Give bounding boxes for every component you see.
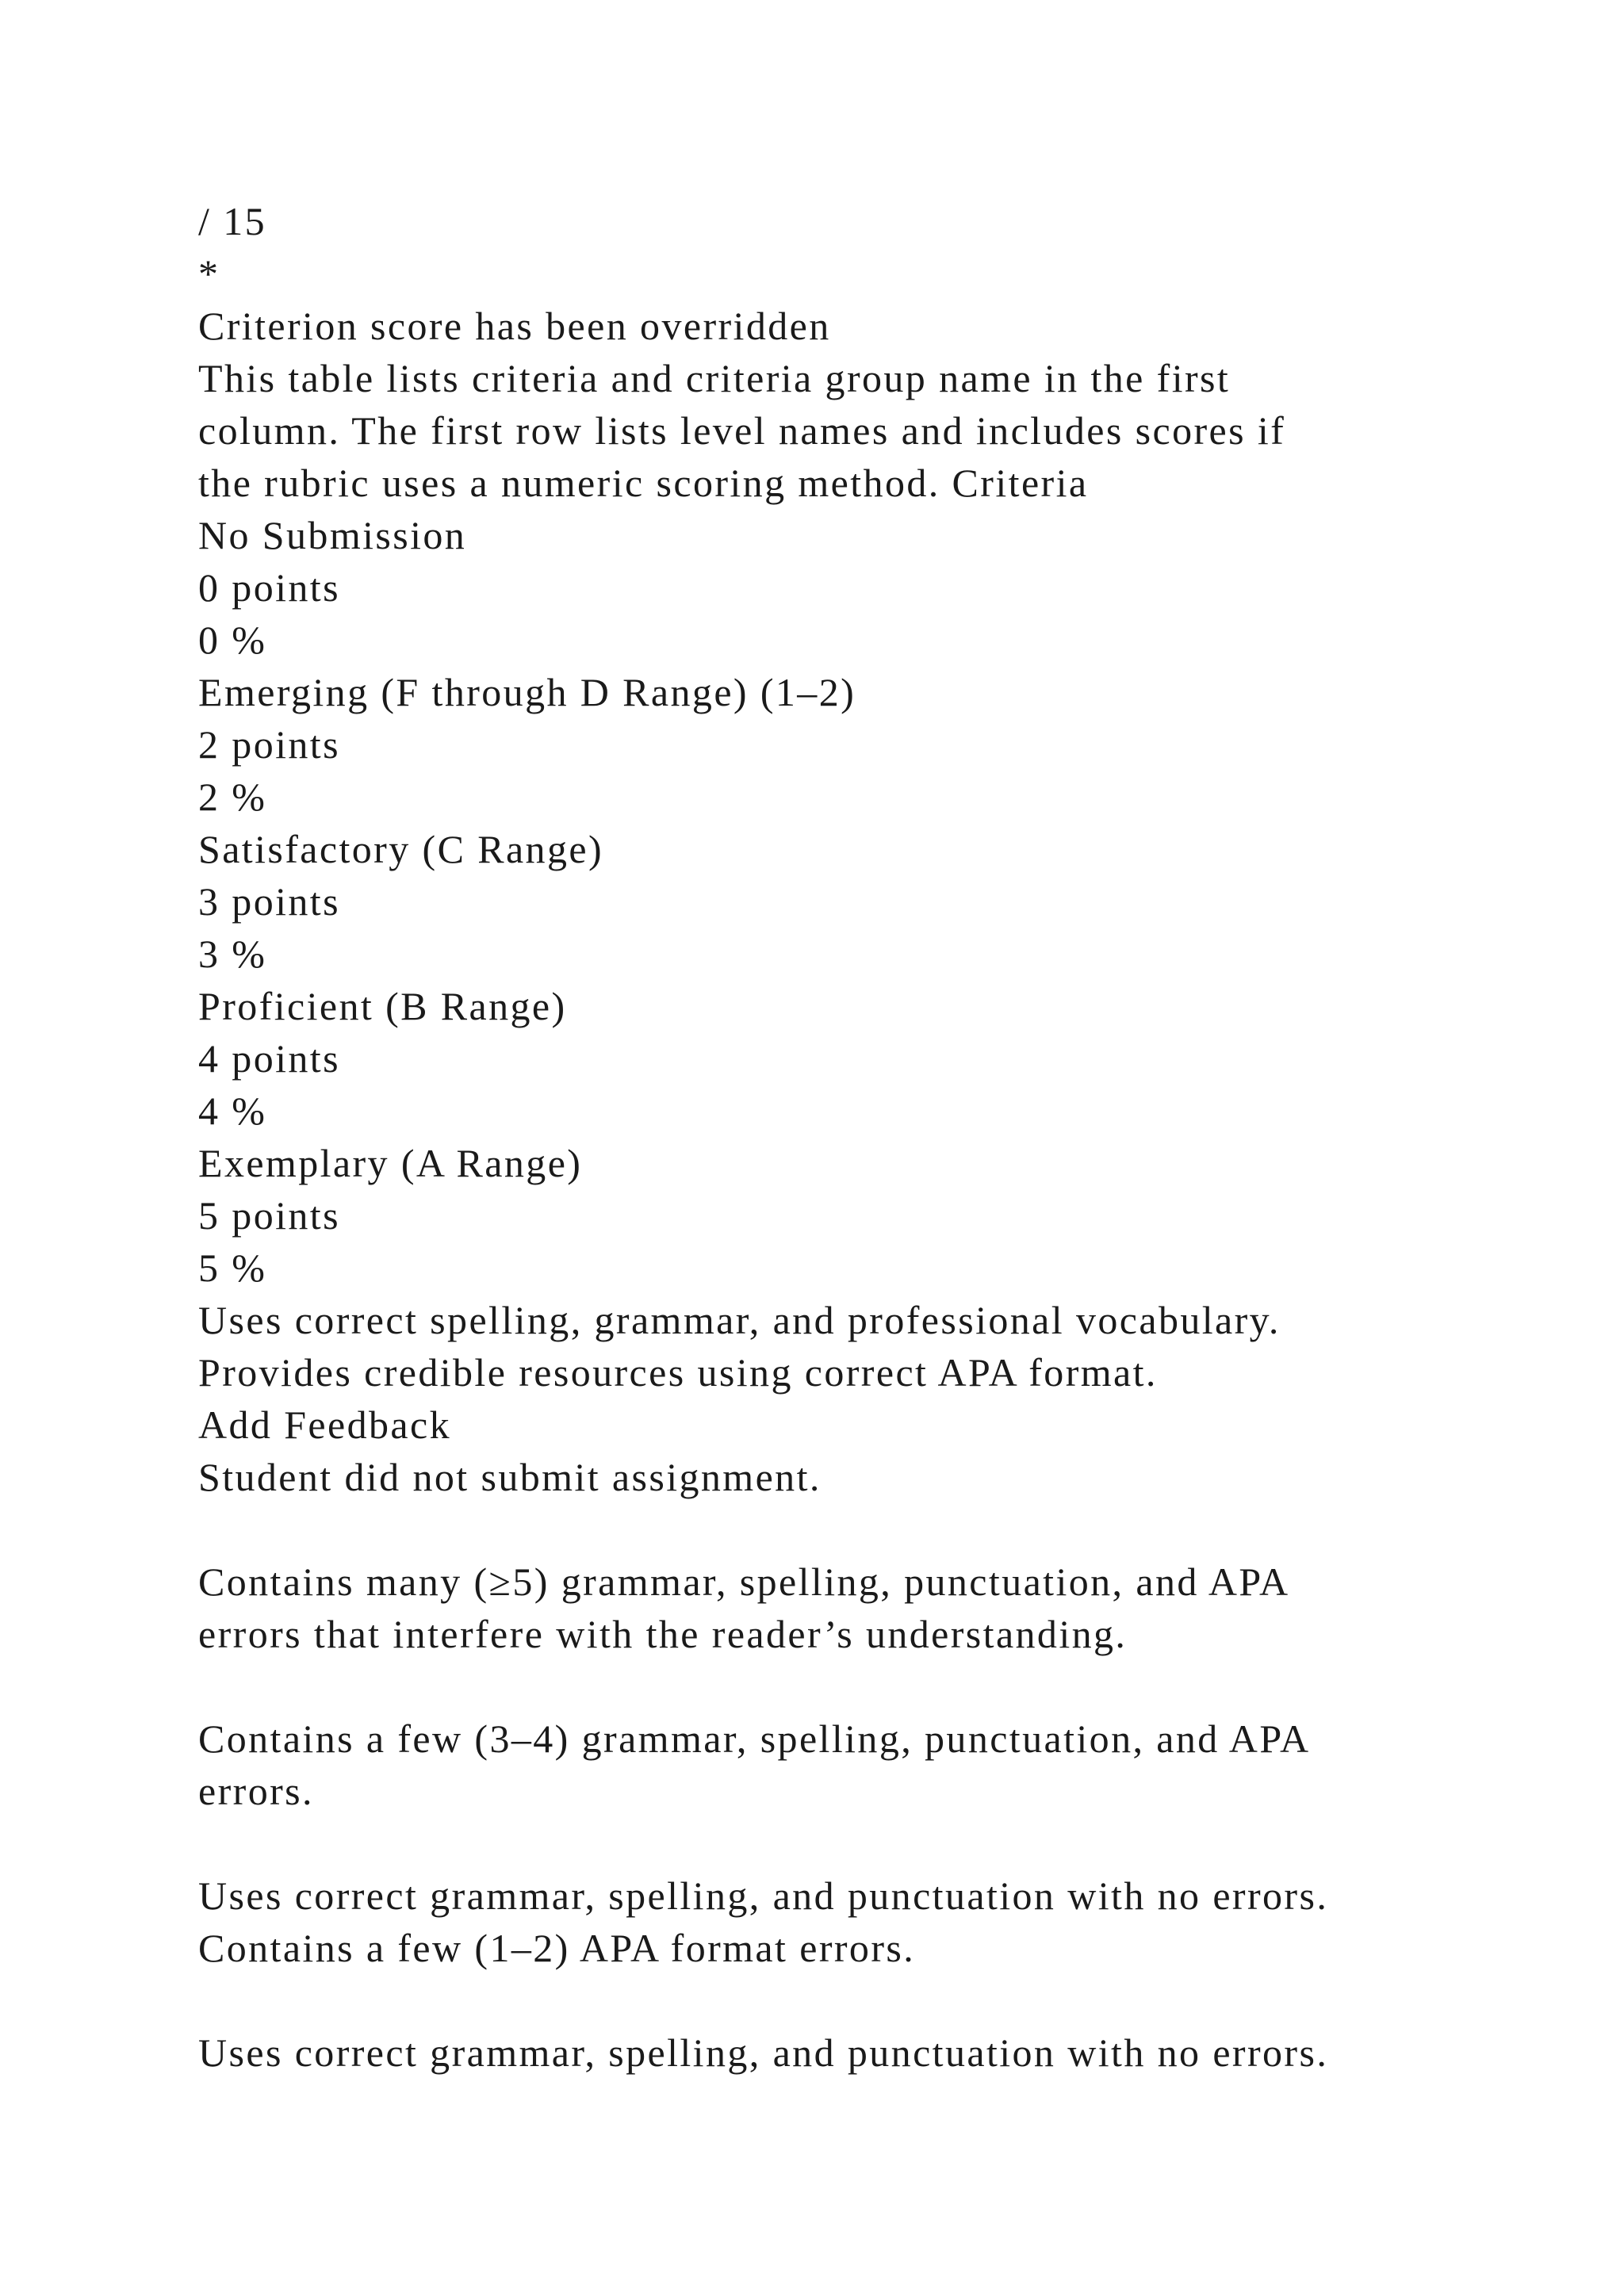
description-satisfactory: Contains a few (3–4) grammar, spelling, punctuation, and APA [198, 1716, 1311, 1761]
table-description-line: the rubric uses a numeric scoring method. Criteria [198, 461, 1089, 505]
spacer [198, 1503, 1546, 1556]
level-name-exemplary: Exemplary (A Range) [198, 1141, 583, 1185]
rubric-document [198, 195, 1546, 2079]
description-no-submission: Student did not submit assignment. [198, 1455, 822, 1499]
level-points: 3 points [198, 879, 340, 924]
override-note: Criterion score has been overridden [198, 304, 831, 348]
level-percent: 3 % [198, 932, 267, 976]
description-proficient: Uses correct grammar, spelling, and punctuation with no errors. [198, 1873, 1329, 1918]
spacer [198, 1660, 1546, 1712]
criterion-text-line: Uses correct spelling, grammar, and professional vocabulary. [198, 1298, 1281, 1342]
description-exemplary: Uses correct grammar, spelling, and punctuation with no errors. [198, 2030, 1329, 2075]
level-points: 5 points [198, 1193, 340, 1238]
level-name-emerging: Emerging (F through D Range) (1–2) [198, 670, 856, 714]
description-satisfactory: errors. [198, 1769, 314, 1813]
description-emerging: errors that interfere with the reader’s understanding. [198, 1612, 1128, 1656]
score-out-of: / 15 [198, 199, 266, 243]
level-name-satisfactory: Satisfactory (C Range) [198, 827, 604, 871]
override-asterisk: * [198, 251, 220, 296]
level-points: 4 points [198, 1036, 340, 1081]
level-name-no-submission: No Submission [198, 513, 467, 557]
table-description-line: column. The first row lists level names and includes scores if [198, 408, 1286, 453]
add-feedback-link[interactable]: Add Feedback [198, 1402, 451, 1447]
spacer [198, 1974, 1546, 2026]
spacer [198, 1817, 1546, 1869]
description-proficient: Contains a few (1–2) APA format errors. [198, 1926, 916, 1970]
level-percent: 5 % [198, 1246, 267, 1290]
criterion-text-line: Provides credible resources using correct APA format. [198, 1350, 1158, 1395]
table-description-line: This table lists criteria and criteria group name in the first [198, 356, 1231, 400]
level-name-proficient: Proficient (B Range) [198, 984, 567, 1028]
level-percent: 4 % [198, 1089, 267, 1133]
level-percent: 0 % [198, 618, 267, 662]
level-points: 0 points [198, 565, 340, 610]
level-percent: 2 % [198, 775, 267, 819]
level-points: 2 points [198, 722, 340, 767]
description-emerging: Contains many (≥5) grammar, spelling, punctuation, and APA [198, 1559, 1290, 1604]
